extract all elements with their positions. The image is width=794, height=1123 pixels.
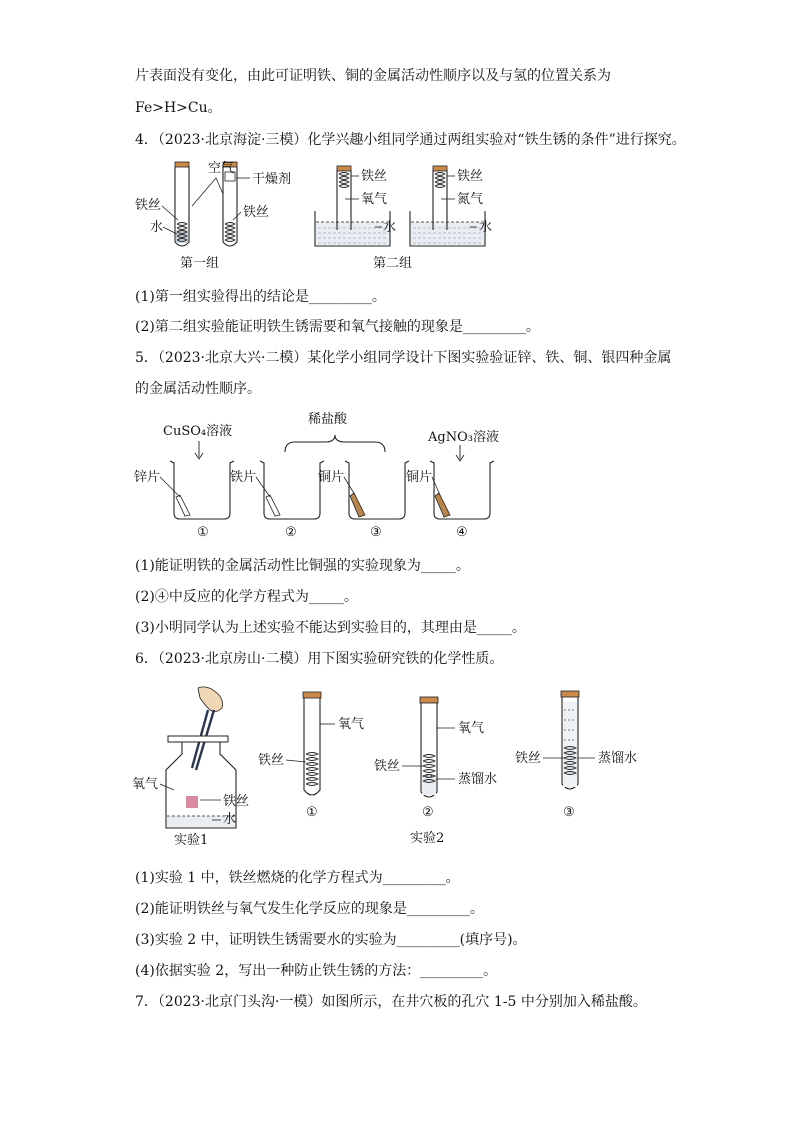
q5-cuso4-label: CuSO₄溶液	[163, 424, 233, 439]
q5-iron-label: 铁片	[230, 470, 257, 485]
q5-zinc-label: 锌片	[134, 470, 161, 485]
q5-beaker-1	[170, 461, 234, 519]
question-5-part-2: (2)④中反应的化学方程式为_____。	[135, 589, 358, 605]
question-5-part-3: (3)小明同学认为上述实验不能达到实验目的，其理由是_____。	[135, 620, 526, 636]
q6-iron-label-2: 铁丝	[374, 759, 401, 774]
q6-tube-1	[303, 692, 321, 795]
question-5-stem-cont: 的金属活动性顺序。	[135, 381, 261, 397]
q6-iron-label-1: 铁丝	[258, 753, 285, 768]
q6-distilled-water-label-3: 蒸馏水	[598, 751, 638, 766]
q4-tube-air-water	[175, 162, 189, 246]
question-6-part-1: (1)实验 1 中，铁丝燃烧的化学方程式为_________。	[135, 870, 460, 886]
q5-num-3: ③	[370, 525, 382, 540]
q5-hcl-label: 稀盐酸	[308, 412, 348, 427]
q4-group1-caption: 第一组	[180, 256, 220, 271]
q5-copper-label-1: 铜片	[318, 470, 345, 485]
q5-num-4: ④	[456, 525, 468, 540]
question-5-stem: 5．（2023·北京大兴·二模）某化学小组同学设计下图实验验证锌、铁、铜、银四种金属	[135, 350, 672, 366]
q4-water-label-3: 水	[479, 220, 493, 235]
q4-figure	[130, 158, 520, 276]
q4-water-label-2: 水	[383, 220, 397, 235]
q6-iron-label-3: 铁丝	[515, 751, 542, 766]
q4-nitrogen-label: 氮气	[457, 192, 484, 207]
q4-water-label: 水	[150, 220, 164, 235]
q6-hand-with-tongs	[192, 687, 223, 770]
q6-distilled-water-label-2: 蒸馏水	[458, 772, 498, 787]
q6-num-1: ①	[306, 805, 318, 820]
q6-iron-label-exp1: 铁丝	[223, 794, 250, 809]
q5-beaker-2	[260, 461, 324, 519]
q6-exp2-caption: 实验2	[410, 831, 445, 846]
question-6-stem: 6．（2023·北京房山·二模）用下图实验研究铁的化学性质。	[135, 651, 504, 667]
q6-water-label-exp1: 水	[223, 812, 237, 827]
q6-tube-2	[420, 697, 438, 797]
q4-air-label: 空气	[208, 161, 235, 176]
q6-oxygen-label-1: 氧气	[338, 717, 365, 732]
question-5-part-1: (1)能证明铁的金属活动性比铜强的实验现象为_____。	[135, 558, 470, 574]
q4-desiccant-label: 干燥剂	[252, 172, 292, 187]
text-line-1: 片表面没有变化，由此可证明铁、铜的金属活动性顺序以及与氢的位置关系为	[135, 68, 611, 84]
q5-figure	[130, 405, 520, 545]
q5-copper-label-2: 铜片	[406, 470, 433, 485]
q4-iron-label-2: 铁丝	[243, 205, 270, 220]
q5-beaker-4	[430, 461, 494, 519]
text-line-2: Fe>H>Cu。	[135, 100, 222, 116]
question-6-part-2: (2)能证明铁丝与氧气发生化学反应的现象是_________。	[135, 901, 484, 917]
question-6-part-4: (4)依据实验 2，写出一种防止铁生锈的方法：_________。	[135, 963, 498, 979]
q4-oxygen-label: 氧气	[361, 192, 388, 207]
q6-figure	[130, 680, 660, 850]
question-4-part-1: (1)第一组实验得出的结论是_________。	[135, 289, 386, 305]
q5-num-1: ①	[197, 525, 209, 540]
q4-iron-label-3: 铁丝	[361, 169, 388, 184]
q6-oxygen-label-2: 氧气	[458, 721, 485, 736]
question-6-part-3: (3)实验 2 中，证明铁生锈需要水的实验为_________(填序号)。	[135, 932, 527, 948]
q5-agno3-label: AgNO₃溶液	[428, 430, 499, 445]
q6-tube-3	[561, 691, 579, 789]
q4-iron-label-1: 铁丝	[135, 198, 162, 213]
q4-group2-caption: 第二组	[373, 256, 413, 271]
q5-beaker-3	[345, 461, 409, 519]
q6-num-3: ③	[563, 805, 575, 820]
question-4-part-2: (2)第二组实验能证明铁生锈需要和氧气接触的现象是_________。	[135, 319, 540, 335]
q4-iron-label-4: 铁丝	[457, 169, 484, 184]
q6-exp1-caption: 实验1	[174, 833, 209, 848]
question-7-stem: 7．（2023·北京门头沟·一模）如图所示，在井穴板的孔穴 1-5 中分别加入稀盐酸。	[135, 994, 647, 1010]
q5-num-2: ②	[285, 525, 297, 540]
q6-oxygen-label-exp1: 氧气	[132, 777, 159, 792]
q6-num-2: ②	[422, 805, 434, 820]
question-4-stem: 4．（2023·北京海淀·三模）化学兴趣小组同学通过两组实验对“铁生锈的条件”进行探究。	[135, 132, 686, 148]
